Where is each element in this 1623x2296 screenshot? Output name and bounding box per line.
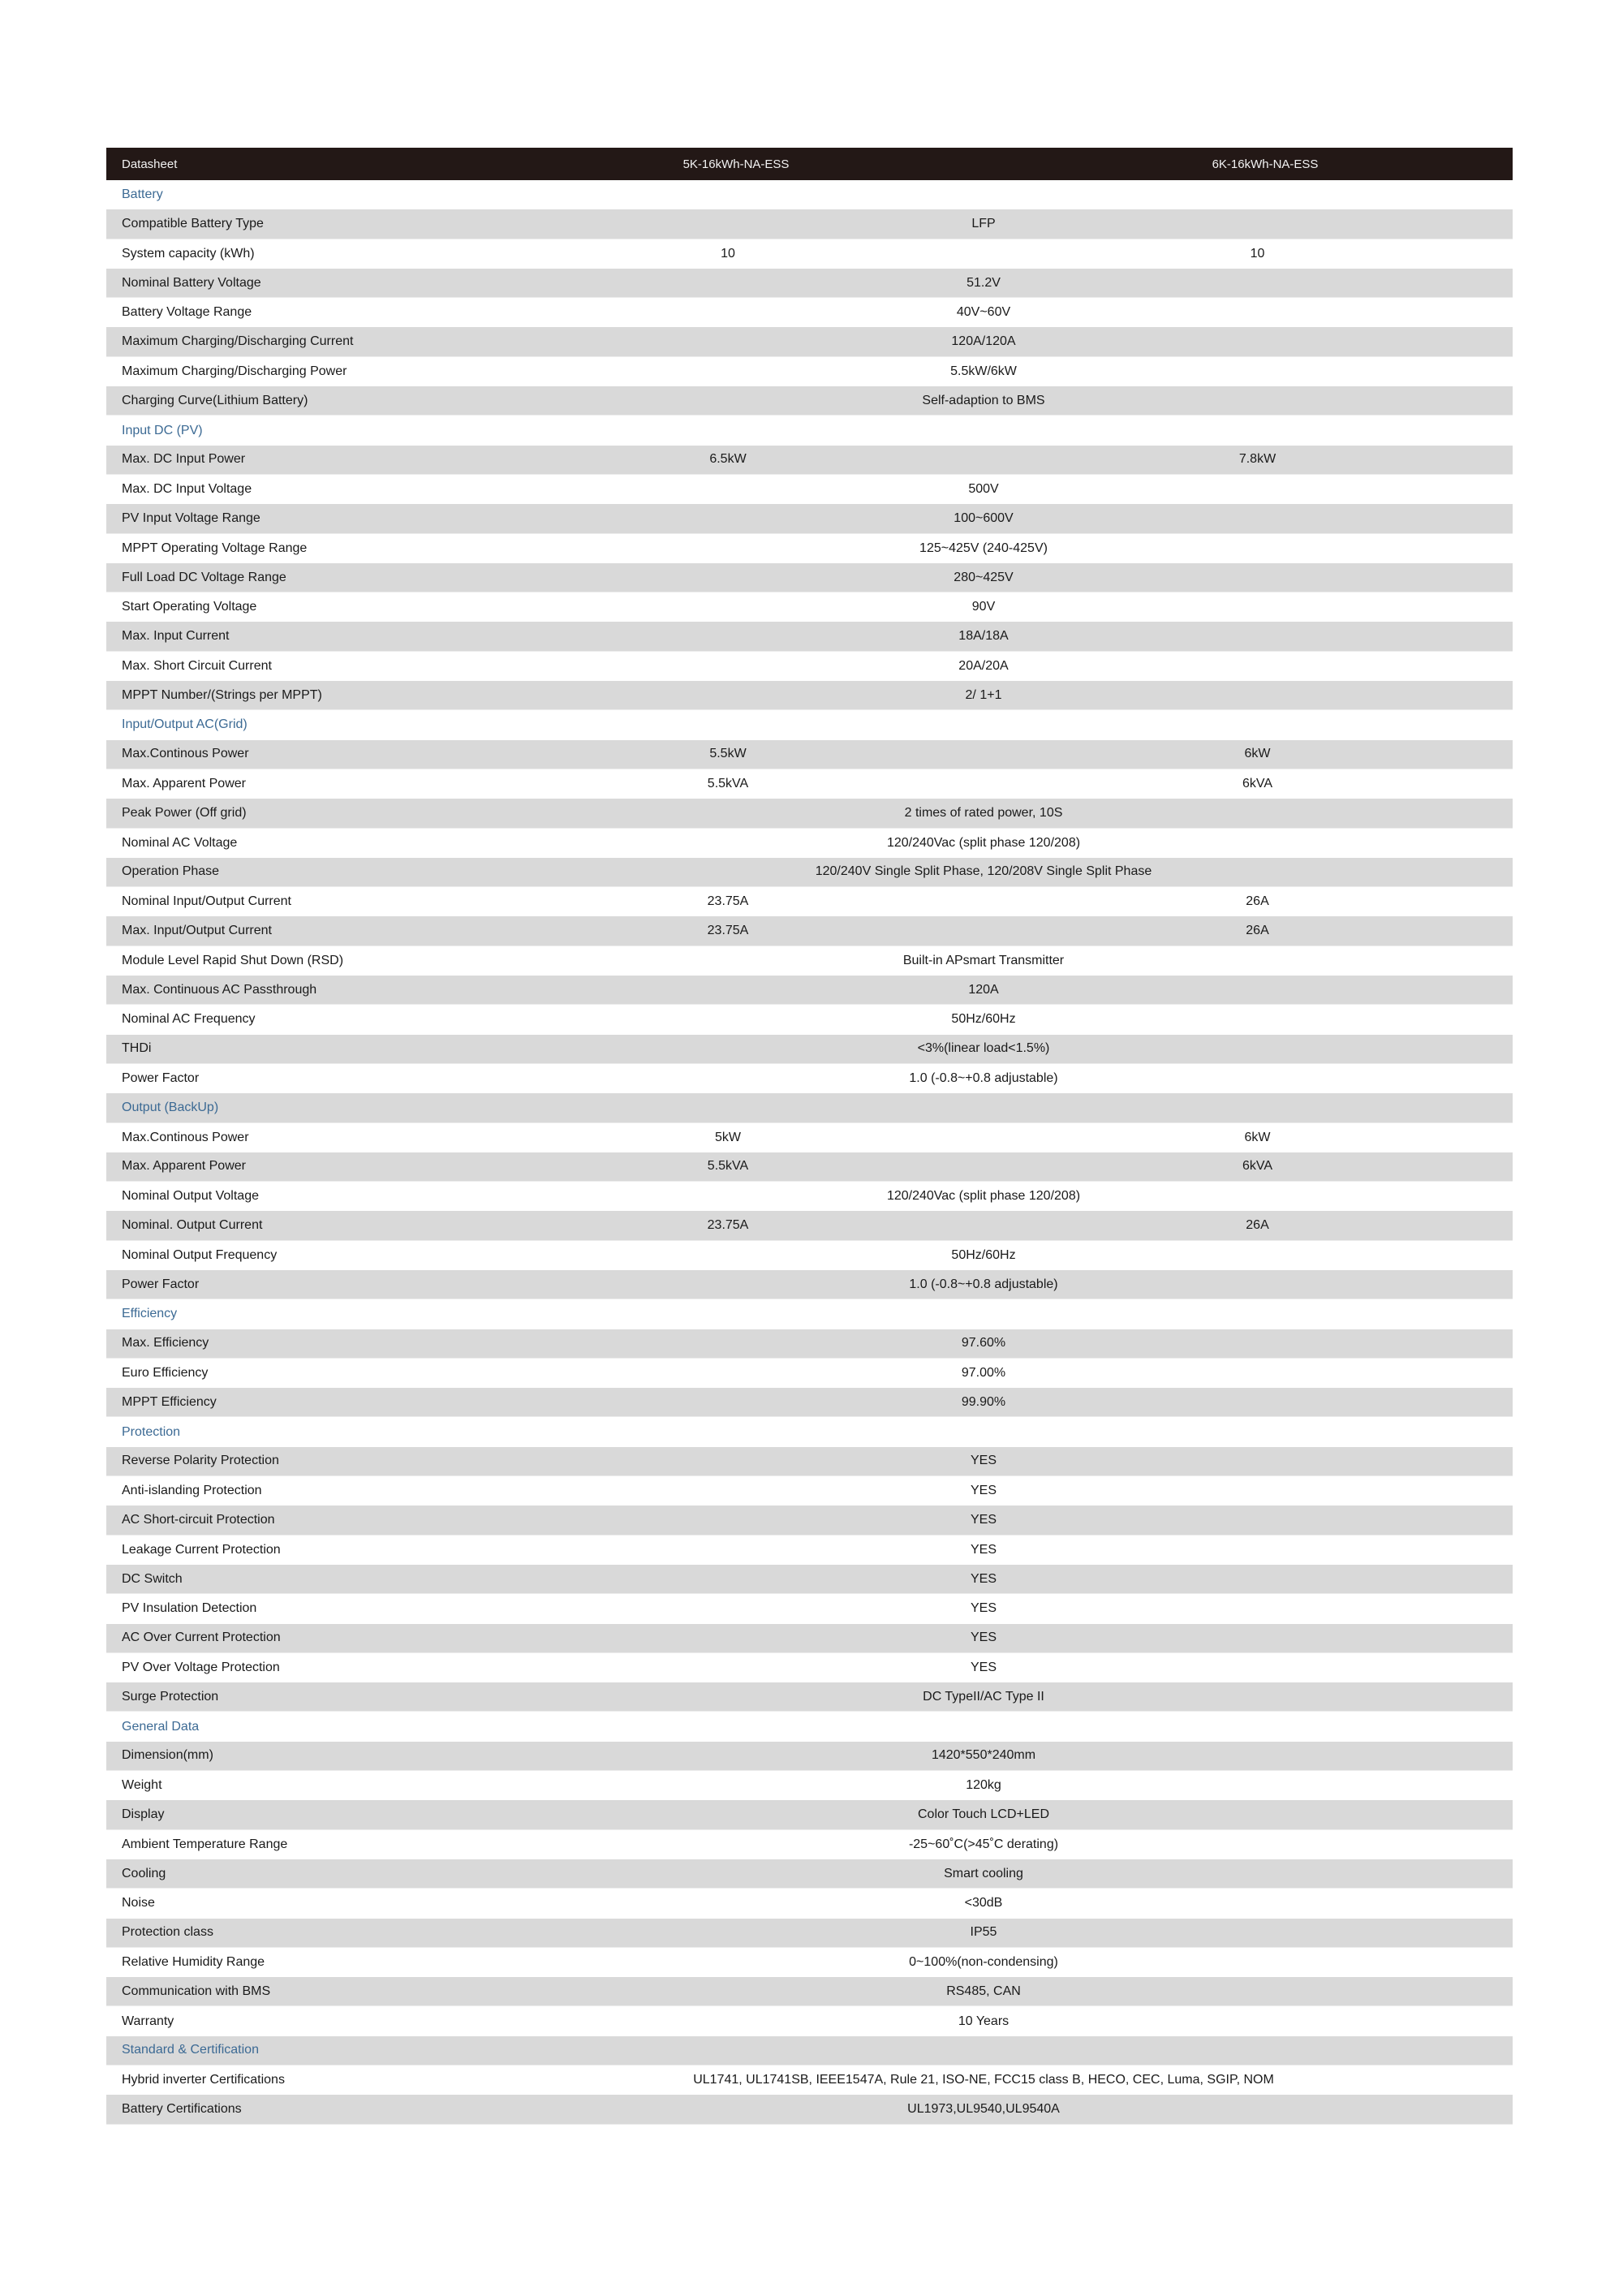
spec-value-shared: 50Hz/60Hz	[951, 1012, 1016, 1027]
table-row	[106, 1889, 1513, 1918]
table-row	[106, 652, 1513, 681]
table-row	[106, 1359, 1513, 1388]
spec-label: PV Input Voltage Range	[122, 510, 260, 525]
spec-value-shared: 1.0 (-0.8~+0.8 adjustable)	[909, 1277, 1058, 1291]
spec-value-shared: 120/240Vac (split phase 120/208)	[886, 835, 1081, 850]
spec-value-shared: 10 Years	[958, 2014, 1010, 2028]
section-header-row	[106, 2036, 1513, 2066]
spec-label: Battery Voltage Range	[122, 305, 252, 320]
table-row	[106, 239, 1513, 269]
spec-value-shared: YES	[970, 1513, 997, 1527]
spec-value-shared: 100~600V	[954, 510, 1014, 525]
spec-label: Max. Efficiency	[122, 1336, 209, 1350]
spec-value-shared: 2/ 1+1	[965, 687, 1002, 702]
table-row	[106, 386, 1513, 416]
spec-value-shared: 1.0 (-0.8~+0.8 adjustable)	[909, 1071, 1058, 1086]
table-row	[106, 1064, 1513, 1093]
header-title: Datasheet	[122, 157, 178, 171]
section-title: General Data	[122, 1719, 200, 1734]
spec-label: Nominal AC Frequency	[122, 1012, 256, 1027]
spec-label: Peak Power (Off grid)	[122, 805, 247, 820]
spec-value-6k: 6kW	[1244, 747, 1271, 761]
table-row	[106, 1329, 1513, 1359]
spec-value-shared: YES	[970, 1630, 997, 1645]
spec-label: Nominal Input/Output Current	[122, 894, 291, 909]
table-row	[106, 740, 1513, 769]
spec-value-shared: Color Touch LCD+LED	[917, 1807, 1049, 1821]
spec-value-shared: YES	[970, 1454, 997, 1468]
spec-label: Display	[122, 1807, 165, 1821]
section-header-row	[106, 1093, 1513, 1122]
spec-label: Maximum Charging/Discharging Current	[122, 334, 354, 349]
table-row	[106, 1536, 1513, 1565]
table-row	[106, 1682, 1513, 1712]
section-title: Standard & Certification	[122, 2043, 259, 2057]
table-row	[106, 887, 1513, 916]
spec-label: Max. Apparent Power	[122, 1159, 246, 1174]
table-row	[106, 2095, 1513, 2124]
spec-label: Maximum Charging/Discharging Power	[122, 364, 347, 378]
table-row	[106, 1005, 1513, 1034]
table-row	[106, 946, 1513, 976]
spec-label: DC Switch	[122, 1571, 183, 1586]
spec-value-shared: YES	[970, 1484, 997, 1498]
spec-value-shared: 120/240V Single Split Phase, 120/208V Single Split Phase	[815, 864, 1152, 879]
table-row	[106, 1948, 1513, 1977]
table-header-row	[106, 148, 1513, 180]
spec-value-6k: 26A	[1246, 894, 1269, 909]
spec-value-shared: LFP	[971, 216, 996, 230]
spec-value-5k: 5.5kVA	[707, 1159, 749, 1174]
section-title: Efficiency	[122, 1307, 178, 1321]
spec-value-shared: 125~425V (240-425V)	[919, 541, 1048, 555]
spec-label: Max. DC Input Voltage	[122, 482, 252, 497]
spec-value-shared: 120kg	[966, 1778, 1001, 1793]
spec-value-5k: 5.5kVA	[707, 777, 749, 791]
spec-label: Communication with BMS	[122, 1984, 271, 1998]
table-row	[106, 1565, 1513, 1594]
spec-label: Nominal Output Frequency	[122, 1247, 278, 1262]
table-row	[106, 1800, 1513, 1829]
spec-label: Ambient Temperature Range	[122, 1837, 288, 1851]
spec-label: THDi	[122, 1041, 152, 1056]
spec-label: Anti-islanding Protection	[122, 1484, 262, 1498]
spec-label: PV Insulation Detection	[122, 1601, 257, 1616]
table-row	[106, 209, 1513, 239]
table-row	[106, 327, 1513, 356]
spec-value-shared: 5.5kW/6kW	[950, 364, 1017, 378]
table-row	[106, 269, 1513, 298]
table-row	[106, 1977, 1513, 2006]
table-row	[106, 1476, 1513, 1506]
spec-value-shared: 2 times of rated power, 10S	[904, 805, 1063, 820]
spec-label: Relative Humidity Range	[122, 1954, 265, 1969]
table-row	[106, 1594, 1513, 1623]
datasheet-table	[106, 148, 1513, 2125]
spec-label: Euro Efficiency	[122, 1366, 209, 1381]
spec-label: Cooling	[122, 1866, 166, 1880]
table-row	[106, 1447, 1513, 1476]
spec-label: Max. DC Input Power	[122, 452, 246, 467]
spec-value-shared: Smart cooling	[944, 1866, 1023, 1880]
spec-label: Leakage Current Protection	[122, 1542, 281, 1557]
table-row	[106, 1211, 1513, 1240]
spec-value-shared: 120A	[968, 982, 999, 997]
table-row	[106, 1830, 1513, 1859]
table-row	[106, 681, 1513, 710]
table-row	[106, 622, 1513, 651]
section-header-row	[106, 1712, 1513, 1741]
section-header-row	[106, 710, 1513, 739]
section-header-row	[106, 416, 1513, 445]
spec-label: AC Over Current Protection	[122, 1630, 281, 1645]
section-header-row	[106, 180, 1513, 209]
spec-value-shared: IP55	[970, 1925, 997, 1940]
table-row	[106, 446, 1513, 475]
spec-value-5k: 6.5kW	[709, 452, 747, 467]
spec-label: Hybrid inverter Certifications	[122, 2073, 285, 2087]
spec-value-shared: 97.60%	[961, 1336, 1006, 1350]
spec-label: AC Short-circuit Protection	[122, 1513, 275, 1527]
spec-label: Nominal Battery Voltage	[122, 275, 261, 290]
spec-value-shared: DC TypeII/AC Type II	[923, 1689, 1044, 1704]
spec-label: MPPT Number/(Strings per MPPT)	[122, 687, 322, 702]
spec-value-shared: YES	[970, 1660, 997, 1674]
spec-label: Max. Input Current	[122, 629, 230, 644]
table-row	[106, 858, 1513, 887]
table-row	[106, 1506, 1513, 1535]
spec-label: PV Over Voltage Protection	[122, 1660, 280, 1674]
spec-label: Noise	[122, 1896, 155, 1910]
spec-value-shared: 97.00%	[961, 1366, 1006, 1381]
table-row	[106, 976, 1513, 1005]
spec-value-5k: 23.75A	[707, 894, 749, 909]
spec-value-shared: Built-in APsmart Transmitter	[902, 953, 1065, 967]
spec-label: MPPT Operating Voltage Range	[122, 541, 308, 555]
table-row	[106, 592, 1513, 622]
spec-label: System capacity (kWh)	[122, 246, 255, 261]
spec-value-shared: Self-adaption to BMS	[922, 393, 1045, 407]
spec-value-shared: YES	[970, 1601, 997, 1616]
spec-value-shared: 20A/20A	[958, 658, 1009, 673]
spec-value-6k: 6kVA	[1242, 777, 1273, 791]
spec-label: Max.Continous Power	[122, 1130, 249, 1144]
spec-label: Power Factor	[122, 1071, 200, 1086]
header-model-6k: 6K-16kWh-NA-ESS	[1212, 157, 1319, 171]
spec-label: Surge Protection	[122, 1689, 219, 1704]
table-row	[106, 1653, 1513, 1682]
table-row	[106, 1270, 1513, 1299]
spec-value-shared: 18A/18A	[958, 629, 1009, 644]
spec-label: Charging Curve(Lithium Battery)	[122, 393, 308, 407]
spec-label: MPPT Efficiency	[122, 1394, 217, 1409]
spec-value-6k: 6kVA	[1242, 1159, 1273, 1174]
spec-label: Max. Input/Output Current	[122, 924, 272, 938]
spec-value-shared: 0~100%(non-condensing)	[909, 1954, 1058, 1969]
table-row	[106, 504, 1513, 533]
table-row	[106, 563, 1513, 592]
table-row	[106, 1241, 1513, 1270]
spec-label: Max. Short Circuit Current	[122, 658, 272, 673]
table-row	[106, 2006, 1513, 2035]
spec-value-shared: 40V~60V	[956, 305, 1011, 320]
table-row	[106, 2066, 1513, 2095]
table-row	[106, 534, 1513, 563]
section-title: Battery	[122, 187, 163, 202]
spec-value-5k: 5kW	[715, 1130, 741, 1144]
table-row	[106, 1388, 1513, 1417]
spec-value-shared: UL1741, UL1741SB, IEEE1547A, Rule 21, ISO-NE, FCC15 class B, HECO, CEC, Luma, SGIP, NOM	[693, 2073, 1274, 2087]
spec-value-5k: 10	[721, 246, 735, 261]
table-row	[106, 1859, 1513, 1889]
spec-value-6k: 10	[1250, 246, 1265, 261]
table-row	[106, 769, 1513, 799]
section-header-row	[106, 1299, 1513, 1329]
spec-label: Dimension(mm)	[122, 1748, 213, 1763]
spec-value-6k: 6kW	[1244, 1130, 1271, 1144]
spec-value-shared: 99.90%	[961, 1394, 1006, 1409]
table-row	[106, 1624, 1513, 1653]
table-row	[106, 829, 1513, 858]
table-body	[106, 180, 1513, 2125]
table-row	[106, 1123, 1513, 1152]
spec-label: Compatible Battery Type	[122, 216, 264, 230]
spec-label: Warranty	[122, 2014, 174, 2028]
section-title: Protection	[122, 1424, 181, 1439]
table-row	[106, 298, 1513, 327]
spec-label: Battery Certifications	[122, 2101, 242, 2116]
spec-label: Module Level Rapid Shut Down (RSD)	[122, 953, 344, 967]
spec-value-shared: 90V	[971, 600, 996, 614]
table-row	[106, 1035, 1513, 1064]
spec-value-shared: <30dB	[964, 1896, 1003, 1910]
spec-label: Weight	[122, 1778, 162, 1793]
spec-value-shared: <3%(linear load<1.5%)	[917, 1041, 1050, 1056]
spec-value-shared: 51.2V	[966, 275, 1001, 290]
table-row	[106, 799, 1513, 828]
spec-value-6k: 26A	[1246, 924, 1269, 938]
section-title: Input DC (PV)	[122, 423, 203, 437]
spec-value-shared: UL1973,UL9540,UL9540A	[907, 2101, 1060, 2116]
header-model-5k: 5K-16kWh-NA-ESS	[682, 157, 790, 171]
spec-value-5k: 5.5kW	[709, 747, 747, 761]
spec-value-5k: 23.75A	[707, 1218, 749, 1233]
table-row	[106, 475, 1513, 504]
table-row	[106, 1182, 1513, 1211]
spec-value-6k: 26A	[1246, 1218, 1269, 1233]
spec-label: Power Factor	[122, 1277, 200, 1291]
spec-value-6k: 7.8kW	[1238, 452, 1276, 467]
spec-value-shared: YES	[970, 1542, 997, 1557]
spec-label: Nominal AC Voltage	[122, 835, 238, 850]
spec-value-shared: RS485, CAN	[946, 1984, 1021, 1998]
spec-label: Nominal. Output Current	[122, 1218, 263, 1233]
table-row	[106, 357, 1513, 386]
spec-label: Protection class	[122, 1925, 213, 1940]
spec-label: Max. Continuous AC Passthrough	[122, 982, 317, 997]
table-row	[106, 916, 1513, 946]
spec-label: Nominal Output Voltage	[122, 1189, 259, 1204]
table-row	[106, 1771, 1513, 1800]
spec-label: Operation Phase	[122, 864, 220, 879]
spec-value-shared: 500V	[968, 482, 999, 497]
spec-value-shared: 50Hz/60Hz	[951, 1247, 1016, 1262]
table-row	[106, 1919, 1513, 1948]
spec-value-shared: -25~60˚C(>45˚C derating)	[908, 1837, 1059, 1851]
spec-label: Full Load DC Voltage Range	[122, 570, 286, 584]
spec-value-shared: YES	[970, 1571, 997, 1586]
spec-value-shared: 120A/120A	[951, 334, 1016, 349]
spec-label: Start Operating Voltage	[122, 600, 257, 614]
spec-label: Max. Apparent Power	[122, 777, 246, 791]
spec-value-shared: 280~425V	[954, 570, 1014, 584]
spec-value-5k: 23.75A	[707, 924, 749, 938]
spec-value-shared: 1420*550*240mm	[931, 1748, 1036, 1763]
spec-label: Reverse Polarity Protection	[122, 1454, 279, 1468]
table-row	[106, 1152, 1513, 1182]
spec-label: Max.Continous Power	[122, 747, 249, 761]
spec-value-shared: 120/240Vac (split phase 120/208)	[886, 1189, 1081, 1204]
section-title: Output (BackUp)	[122, 1100, 219, 1114]
section-header-row	[106, 1417, 1513, 1446]
section-title: Input/Output AC(Grid)	[122, 717, 248, 732]
table-row	[106, 1742, 1513, 1771]
